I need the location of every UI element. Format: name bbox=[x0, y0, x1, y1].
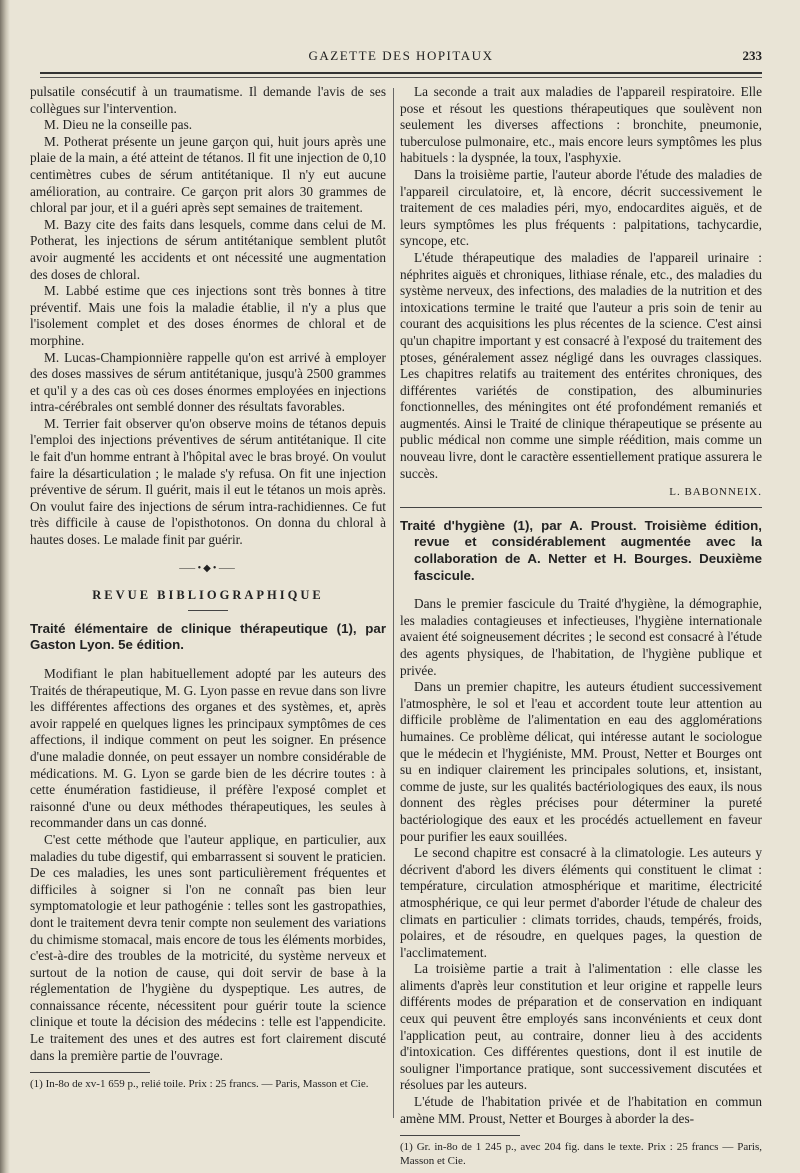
paragraph: pulsatile consécutif à un traumatisme. Il demande l'avis de ses collègues sur l'intervention. bbox=[30, 84, 386, 116]
paragraph: L'étude thérapeutique des maladies de l'appareil urinaire : néphrites aiguës et chroniques, lithiase rénale, etc., des maladies du système nerveux, des infections, des maladies de la nutrition et des intoxications termine le traité que l'auteur a pris soin de tenir au courant des acquisitions les plus récentes de la science. C'est ainsi qu'un chapitre important y est consacré à l'exposé du traitement des ptoses, généralement assez négligé dans les ouvrages classiques. Les chapitres relatifs au traitement des entérites chroniques, des différentes variétés de constipation, des albuminuries fonctionnelles, des méningites ont été profondément remaniés et augmentés. Ainsi le Traité de clinique thérapeutique se présente au public médical non comme une simple réédition, mais comme un nouveau livre, dont le caractère essentiellement pratique assurera le succès. bbox=[400, 249, 762, 481]
column-divider bbox=[393, 88, 394, 1118]
separator-rule bbox=[400, 507, 762, 508]
paragraph: M. Terrier fait observer qu'on observe moins de tétanos depuis l'emploi des injections préventives de sérum antitétanique. Il cite le fait d'un homme entrant à l'hôpital avec le bras broyé. On voulut faire la désarticulation ; le malade s'y refusa. On fit une injection préventive de sérum. Il guérit, mais il eut le tétanos un mois après. On voulut faire des injections de sérum intra-rachidiennes. Ce fut très difficile à cause de l'opisthotonos. On donna du chloral à hautes doses. Le malade finit par guérir. bbox=[30, 415, 386, 548]
book-title: Traité d'hygiène (1), par A. Proust. Troisième édition, revue et considérablement augmentée avec la collaboration de A. Netter et H. Bourges. Deuxième fascicule. bbox=[400, 517, 762, 583]
footnote bbox=[400, 1140, 762, 1168]
paragraph: La seconde a trait aux maladies de l'appareil respiratoire. Elle pose et résout les questions thérapeutiques que soulèvent non seulement les diverses affections : bronchite, pneumonie, tuberculose pulmonaire, etc., mais encore leurs symptômes les plus habituels : la dyspnée, la toux, l'asphyxie. bbox=[400, 84, 762, 166]
paragraph: La troisième partie a trait à l'alimentation : elle classe les aliments d'après leur constitution et leur origine et rappelle leurs différents modes de préparation et de conservation en indiquant ceux qui peuvent être employés sans inconvénients et ceux dont l'application peut, au contraire, donner lieu à des accidents d'intoxication. Ces différentes questions, dont il est inutile de souligner l'importance pratique, sont successivement discutées et résolues par les auteurs. bbox=[400, 961, 762, 1093]
footnote-rule bbox=[400, 1135, 520, 1136]
page-header bbox=[40, 48, 762, 68]
header-rule-thin bbox=[40, 77, 762, 78]
right-column bbox=[400, 84, 762, 1168]
paragraph: Dans le premier fascicule du Traité d'hygiène, la démographie, les maladies contagieuses et infectieuses, l'hygiène internationale avaient été soigneusement décrites ; le second est consacré à l'étude des agents physiques, de l'habitation, de l'hygiène publique et privée. bbox=[400, 596, 762, 678]
paragraph: M. Bazy cite des faits dans lesquels, comme dans celui de M. Potherat, les injections de sérum antitétanique semblent plutôt avoir augmenté les accidents et ont nécessité une augmentation des doses de chloral. bbox=[30, 216, 386, 282]
running-title: GAZETTE DES HOPITAUX bbox=[308, 48, 494, 63]
footnote-text: (1) In-8o de xv-1 659 p., relié toile. Prix : 25 francs. — Paris, Masson et Cie. bbox=[30, 1078, 369, 1091]
paragraph: L'étude de l'habitation privée et de l'habitation en commun amène MM. Proust, Netter et Bourges à aborder la des- bbox=[400, 1094, 762, 1126]
short-rule bbox=[188, 610, 228, 611]
book-title: Traité élémentaire de clinique thérapeutique (1), par Gaston Lyon. 5e édition. bbox=[30, 620, 386, 653]
footnote bbox=[30, 1077, 386, 1091]
section-title: REVUE BIBLIOGRAPHIQUE bbox=[92, 588, 324, 603]
paragraph: Dans un premier chapitre, les auteurs étudient successivement l'atmosphère, le sol et l'eau et accordent toute leur attention au difficile problème de l'alimentation en eau des agglomérations humaines. Ce problème délicat, qui intéresse autant le sociologue que le médecin et l'hygiéniste, MM. Proust, Netter et Bourges ont su en indiquer clairement les principales solutions, et, insistant, comme de juste, sur les qualités bactériologiques des eaux, ils nous donnent des règles précises pour déterminer la pureté bactériologique des eaux et les procédés actuellement en faveur pour purifier les eaux souillées. bbox=[400, 679, 762, 844]
header-rule bbox=[40, 72, 762, 74]
page-number: 233 bbox=[742, 48, 762, 63]
paragraph: M. Lucas-Championnière rappelle qu'on est arrivé à employer des doses massives de sérum antitétanique, jusqu'à 2500 grammes et qu'il y a des cas où ces doses énormes employées en injections intra-cérébrales ont semblé donner des résultats favorables. bbox=[30, 349, 386, 415]
paragraph: C'est cette méthode que l'auteur applique, en particulier, aux maladies du tube digestif, qui embarrassent si souvent le praticien. De ces maladies, les unes sont particulièrement fréquentes et difficiles à soigner si l'on ne connaît pas bien leur symptomatologie et leur pathogénie : telles sont les gastropathies, dont le traitement devra tenir compte non seulement des variations du chimisme stomacal, mais encore de tous les éléments morbides, c'est-à-dire des troubles de la motricité, du système nerveux et surtout de la notion de cause, qui doit servir de base à la réglementation de l'hygiène du dyspeptique. Les autres, de connaissance récente, nécessitent pour guérir toute la science clinique et toute la décision des médecins : telle est l'appendicite. Le traitement des unes et des autres est fort clairement discuté dans la première partie de l'ouvrage. bbox=[30, 831, 386, 1063]
paragraph: M. Dieu ne la conseille pas. bbox=[44, 117, 193, 133]
paragraph: Le second chapitre est consacré à la climatologie. Les auteurs y décrivent d'abord les divers éléments qui constituent le climat : température, circulation atmosphérique et maritime, électricité atmosphérique, ce qui leur permet d'aborder l'étude de chaleur des climats en particulier : climats torrides, chauds, tempérés, froids, polaires, et de résoudre, en quelques pages, la question de l'acclimatement. bbox=[400, 845, 762, 960]
footnote-text: (1) Gr. in-8o de 1 245 p., avec 204 fig. dans le texte. Prix : 25 francs — Paris, Masson et Cie. bbox=[400, 1141, 762, 1168]
book-spine-shadow bbox=[0, 0, 10, 1173]
left-column bbox=[30, 84, 386, 1091]
paragraph: M. Potherat présente un jeune garçon qui, huit jours après une plaie de la main, a été atteint de tétanos. Il fit une injection de 0,10 centimètres cubes de sérum antitétanique. Il n'y eut aucune amélioration, au contraire. Ce garçon prit alors 30 grammes de chloral par jour, et il a guéri après sept semaines de traitement. bbox=[30, 133, 386, 216]
paragraph: Modifiant le plan habituellement adopté par les auteurs des Traités de thérapeutique, M. G. Lyon passe en revue dans son livre les différentes affections des organes et des systèmes, et, après avoir rappelé en quelques lignes les principaux symptômes de ces affections, il indique comment on peut les soigner. En présence d'une maladie donnée, on peut essayer un nombre considérable de médications. M. G. Lyon se garde bien de les décrire toutes : à cette énumération fastidieuse, il préfère l'exposé complet et raisonné d'une ou deux méthodes thérapeutiques, les seules à recommander dans un cas donné. bbox=[30, 666, 386, 831]
section-ornament: ⸺•◆•⸺ bbox=[178, 562, 238, 574]
author-signature: L. BABONNEIX. bbox=[669, 486, 762, 499]
footnote-rule bbox=[30, 1072, 150, 1073]
paragraph: Dans la troisième partie, l'auteur aborde l'étude des maladies de l'appareil circulatoire, et, là encore, décrit successivement le traitement de ces maladies péri, myo, endocardites aiguës, et de leurs symptômes les plus fréquents : palpitations, tachycardie, syncope, etc. bbox=[400, 166, 762, 249]
paragraph: M. Labbé estime que ces injections sont très bonnes à titre préventif. Mais une fois la maladie établie, il n'y a plus que l'isolement complet et des doses énormes de chloral et de morphine. bbox=[30, 283, 386, 348]
